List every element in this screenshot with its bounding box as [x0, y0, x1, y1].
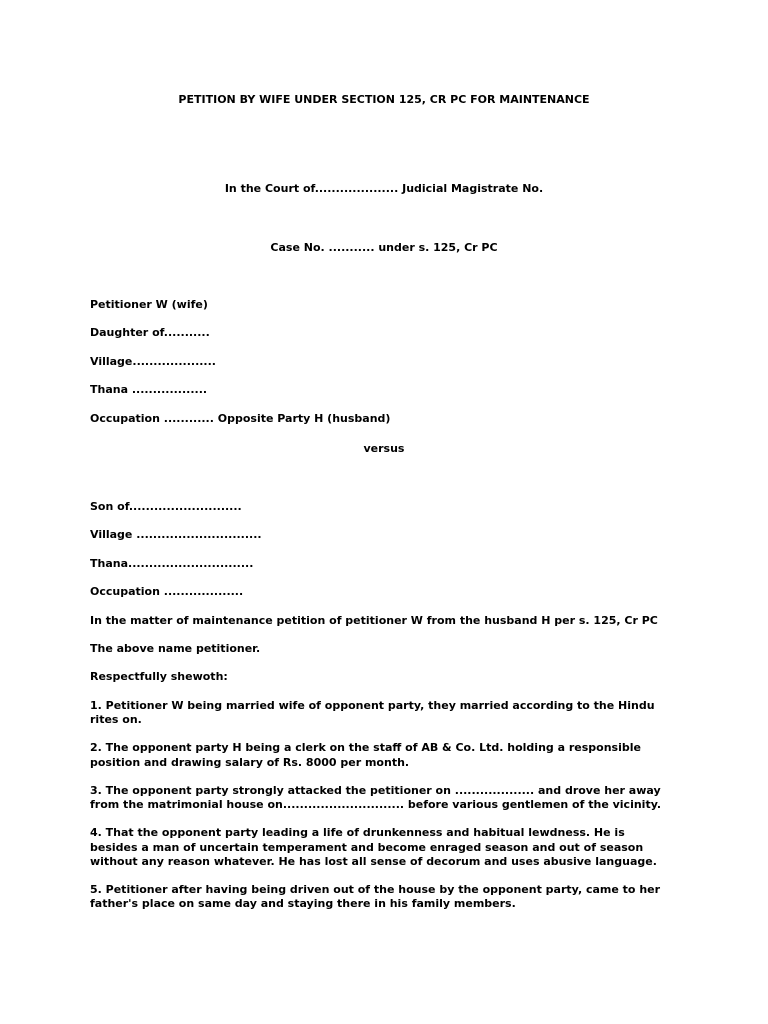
petitioner-statement: The above name petitioner. — [90, 641, 261, 655]
versus-separator: versus — [363, 441, 405, 455]
paragraph-line: without any reason whatever. He has lost all sense of decorum and uses abusive language. — [90, 854, 657, 868]
petitioner-label: Petitioner W (wife) — [90, 298, 208, 311]
document-title: PETITION BY WIFE UNDER SECTION 125, CR PC FOR MAINTENANCE — [178, 93, 590, 106]
petitioner-thana: Thana .................. — [90, 383, 208, 397]
petitioner-village: Village.................... — [90, 354, 216, 368]
numbered-paragraph-2 — [0, 741, 768, 769]
salutation: Respectfully shewoth: — [90, 670, 228, 684]
petitioner-occupation: Occupation ............ Opposite Party H (husband) — [90, 411, 391, 425]
paragraph-line: 4. That the opponent party leading a life of drunkenness and habitual lewdness. He is — [90, 826, 625, 840]
opposite-party-occupation: Occupation ................... — [90, 585, 244, 599]
numbered-paragraph-5 — [0, 883, 768, 911]
paragraph-line: from the matrimonial house on............................. before various gentlemen of the vicinity. — [90, 798, 662, 812]
paragraph-line: position and drawing salary of Rs. 8000 per month. — [90, 755, 410, 769]
paragraph-line: besides a man of uncertain temperament and become enraged season and out of season — [90, 840, 644, 854]
opposite-party-village: Village .............................. — [90, 528, 262, 542]
paragraph-line: 2. The opponent party H being a clerk on the staff of AB & Co. Ltd. holding a responsible — [90, 741, 641, 755]
paragraph-line: 1. Petitioner W being married wife of opponent party, they married according to the Hindu — [90, 698, 655, 712]
numbered-paragraph-3 — [0, 784, 768, 812]
opposite-party-son-of: Son of........................... — [90, 499, 242, 513]
paragraph-line: 5. Petitioner after having being driven out of the house by the opponent party, came to her — [90, 883, 661, 897]
case-number-line: Case No. ........... under s. 125, Cr PC — [270, 241, 498, 254]
petitioner-daughter-of: Daughter of........... — [90, 326, 210, 340]
numbered-paragraph-4 — [0, 826, 768, 869]
matter-line: In the matter of maintenance petition of petitioner W from the husband H per s. 125, Cr PC — [90, 613, 658, 627]
numbered-paragraph-1 — [0, 699, 768, 727]
paragraph-line: rites on. — [90, 712, 142, 726]
paragraph-line: father's place on same day and staying there in his family members. — [90, 897, 516, 911]
opposite-party-thana: Thana.............................. — [90, 556, 254, 570]
paragraph-line: 3. The opponent party strongly attacked the petitioner on ................... and drove her away — [90, 783, 661, 797]
court-line: In the Court of.................... Judicial Magistrate No. — [224, 182, 544, 195]
